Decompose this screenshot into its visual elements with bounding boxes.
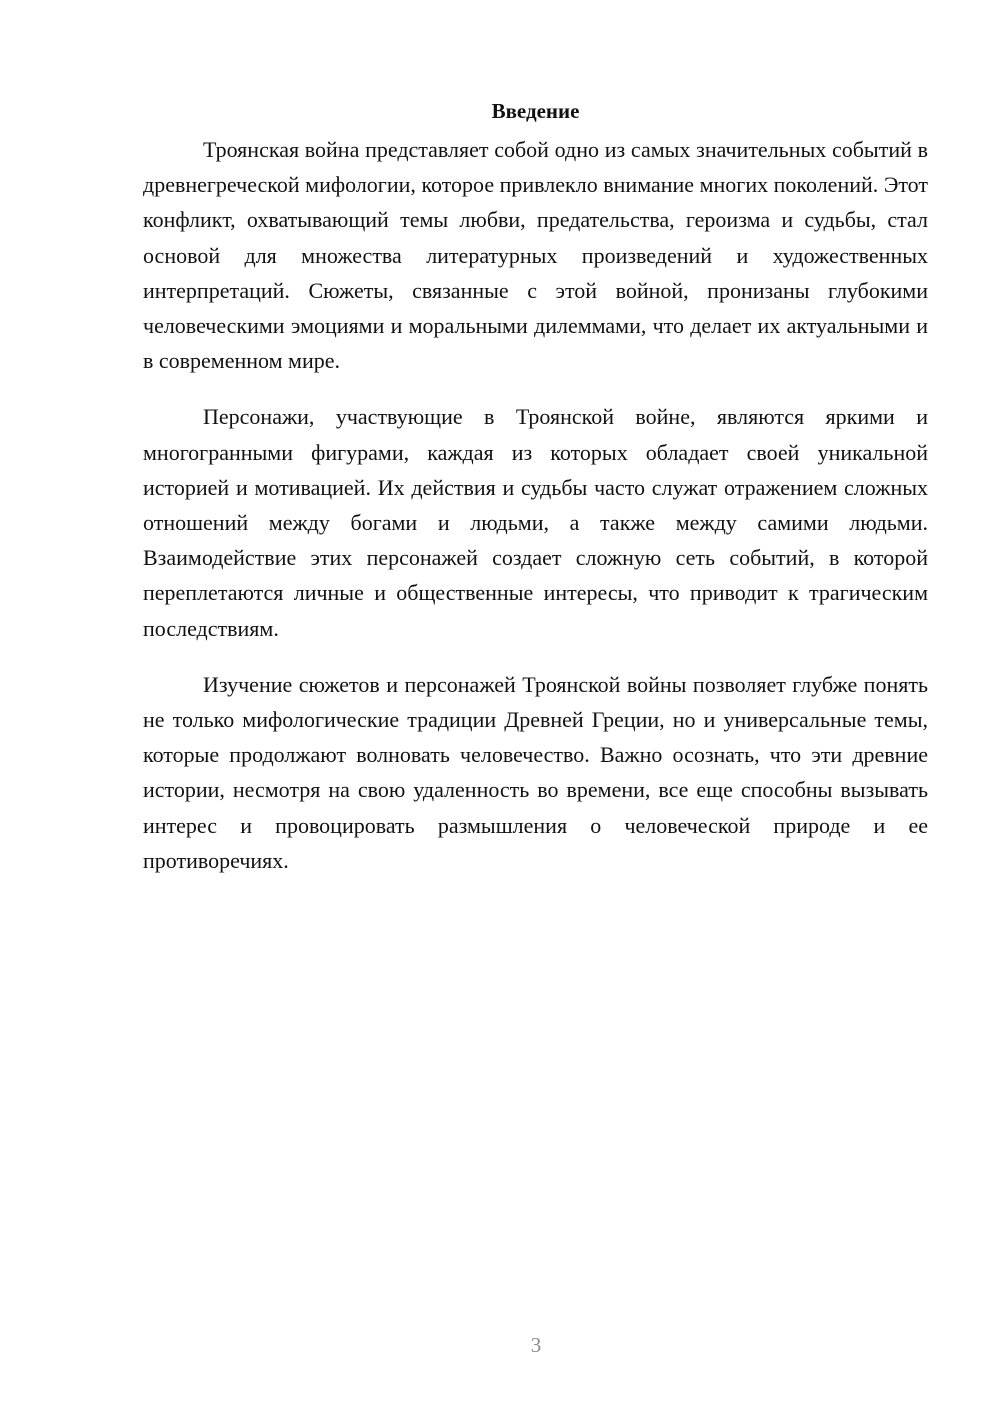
paragraph-2: Персонажи, участвующие в Троянской войне, являются яркими и многогранными фигурами, каждая из которых обладает своей уникальной историей и мотивацией. Их действия и судьбы часто служат отражением сложных отношений между богами и людьми, а также между самими людьми. Взаимодействие этих персонажей создает сложную сеть событий, в которой переплетаются личные и общественные интересы, что приводит к трагическим последствиям. [143,404,928,641]
paragraph-1: Троянская война представляет собой одно из самых значительных событий в древнегреческой мифологии, которое привлекло внимание многих поколений. Этот конфликт, охватывающий темы любви, предательства, героизма и судьбы, стал основой для множества литературных произведений и художественных интерпретаций. Сюжеты, связанные с этой войной, пронизаны глубокими человеческими эмоциями и моральными дилеммами, что делает их актуальными и в современном мире. [143,137,928,374]
page-number: 3 [530,1333,542,1357]
paragraph-3: Изучение сюжетов и персонажей Троянской войны позволяет глубже понять не только мифологические традиции Древней Греции, но и универсальные темы, которые продолжают волновать человечество. Важно осознать, что эти древние истории, несмотря на свою удаленность во времени, все еще способны вызывать интерес и провоцировать размышления о человеческой природе и ее противоречиях. [143,671,928,873]
page-content [143,96,928,899]
section-heading: Введение [491,99,580,123]
